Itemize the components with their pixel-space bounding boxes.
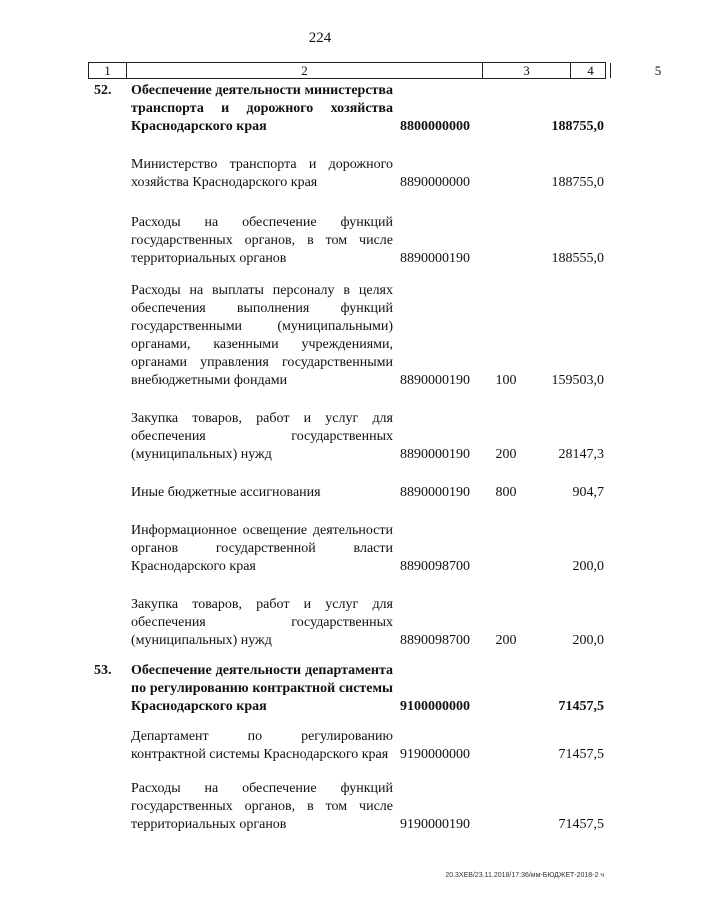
row-description: Расходы на обеспечение функций государственных органов, в том числе территориальных органов: [131, 781, 393, 832]
row-code: 8800000000: [400, 119, 470, 134]
row-description: Иные бюджетные ассигнования: [131, 485, 321, 500]
table-row: [0, 724, 640, 764]
table-row: [0, 592, 640, 650]
page-number: 224: [308, 30, 332, 46]
row-description: Расходы на обеспечение функций государственных органов, в том числе территориальных органов: [131, 215, 393, 266]
row-expense-type: 200: [495, 447, 517, 462]
table-row-52: [0, 80, 640, 136]
row-description: Закупка товаров, работ и услуг для обеспечения государственных (муниципальных) нужд: [131, 597, 393, 648]
row-number: 52.: [94, 83, 112, 98]
table-row: [0, 406, 640, 464]
table-row: [0, 152, 640, 192]
header-col-1: 1: [89, 63, 127, 78]
row-code: 9190000190: [400, 817, 470, 832]
row-code: 8890000000: [400, 175, 470, 190]
row-amount: 71457,5: [558, 817, 604, 832]
row-code: 8890000190: [400, 373, 470, 388]
row-description: Обеспечение деятельности министерства транспорта и дорожного хозяйства Краснодарского края: [131, 83, 393, 134]
row-description: Министерство транспорта и дорожного хозяйства Краснодарского края: [131, 157, 393, 190]
table-header: [88, 62, 662, 79]
row-number: 53.: [94, 663, 112, 678]
row-description: Обеспечение деятельности департамента по регулированию контрактной системы Краснодарского края: [131, 663, 393, 714]
row-code: 9190000000: [400, 747, 470, 762]
row-code: 8890000190: [400, 251, 470, 266]
row-description: Закупка товаров, работ и услуг для обеспечения государственных (муниципальных) нужд: [131, 411, 393, 462]
table-row-53: [0, 660, 640, 716]
table-row: [0, 518, 640, 576]
table-row: [0, 282, 640, 390]
row-expense-type: 800: [495, 485, 517, 500]
row-amount: 188755,0: [551, 175, 604, 190]
row-code: 8890000190: [400, 447, 470, 462]
header-col-2: 2: [127, 63, 483, 78]
row-expense-type: 100: [495, 373, 517, 388]
header-col-3: 3: [483, 63, 571, 78]
row-amount: 200,0: [572, 559, 604, 574]
row-description: Информационное освещение деятельности органов государственной власти Краснодарского края: [131, 523, 393, 574]
row-amount: 159503,0: [551, 373, 604, 388]
row-code: 9100000000: [400, 699, 470, 714]
row-description: Департамент по регулированию контрактной системы Краснодарского края: [131, 729, 393, 762]
header-col-5: 5: [654, 63, 662, 78]
footer-stamp: 20.3ХЕВ/23.11.2018/17:36/мм-БЮДЖЕТ-2018-2 ч: [445, 872, 604, 879]
table-row: [0, 210, 640, 268]
row-amount: 71457,5: [558, 699, 604, 714]
row-code: 8890098700: [400, 633, 470, 648]
table-row: [0, 480, 640, 502]
row-amount: 28147,3: [558, 447, 604, 462]
row-amount: 200,0: [572, 633, 604, 648]
row-code: 8890098700: [400, 559, 470, 574]
row-amount: 188555,0: [551, 251, 604, 266]
row-amount: 904,7: [572, 485, 604, 500]
row-amount: 188755,0: [551, 119, 604, 134]
row-code: 8890000190: [400, 485, 470, 500]
row-description: Расходы на выплаты персоналу в целях обеспечения выполнения функций государственными (муниципальными) органами, казенными учреждениями, органами управления государственными внебюджетными фондами: [131, 283, 393, 388]
row-expense-type: 200: [495, 633, 517, 648]
row-amount: 71457,5: [558, 747, 604, 762]
table-row: [0, 776, 640, 834]
header-col-4: 4: [571, 63, 611, 78]
